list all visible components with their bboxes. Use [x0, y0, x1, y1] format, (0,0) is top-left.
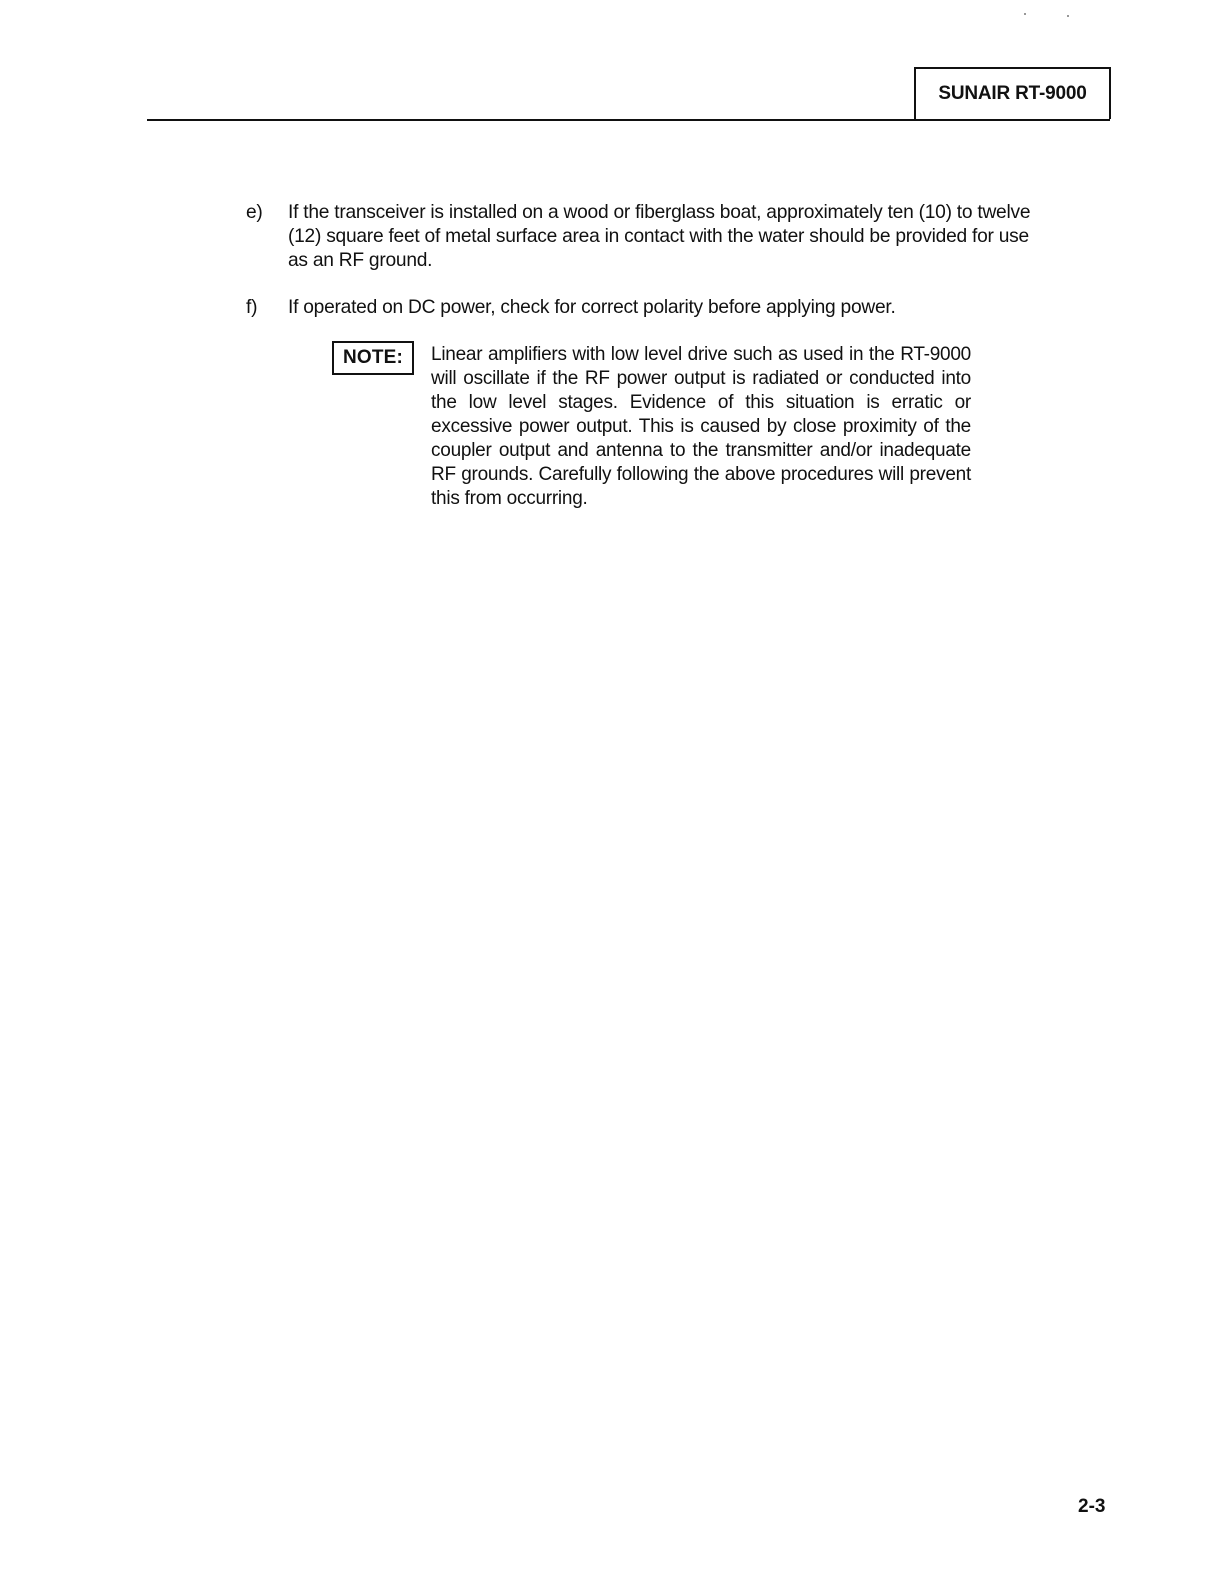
note-text: Linear amplifiers with low level drive such as used in the RT-9000 will oscillate if the RF power output is radiated or conducted into the low level stages. Evidence of this situation is erratic or excessive power output. This is caused by close proximity of the coupler output and antenna to the transmitter and/or inadequate RF grounds. Carefully following the above procedures will prevent this from occurring.	[431, 344, 971, 509]
scan-speck	[1067, 15, 1069, 17]
scan-speck	[1024, 13, 1026, 15]
note-label: NOTE:	[332, 341, 414, 375]
page-number: 2-3	[1078, 1496, 1106, 1517]
list-marker: e)	[246, 202, 263, 223]
list-marker: f)	[246, 297, 258, 318]
header-title: SUNAIR RT-9000	[914, 67, 1111, 119]
header-rule	[147, 119, 1110, 121]
list-item-text: If operated on DC power, check for correct polarity before applying power.	[288, 297, 896, 318]
list-item-text: If the transceiver is installed on a wood or fiberglass boat, approximately ten (10) to twelve (12) square feet of metal surface area in contact with the water should be provided for use as an RF ground.	[288, 202, 1031, 271]
